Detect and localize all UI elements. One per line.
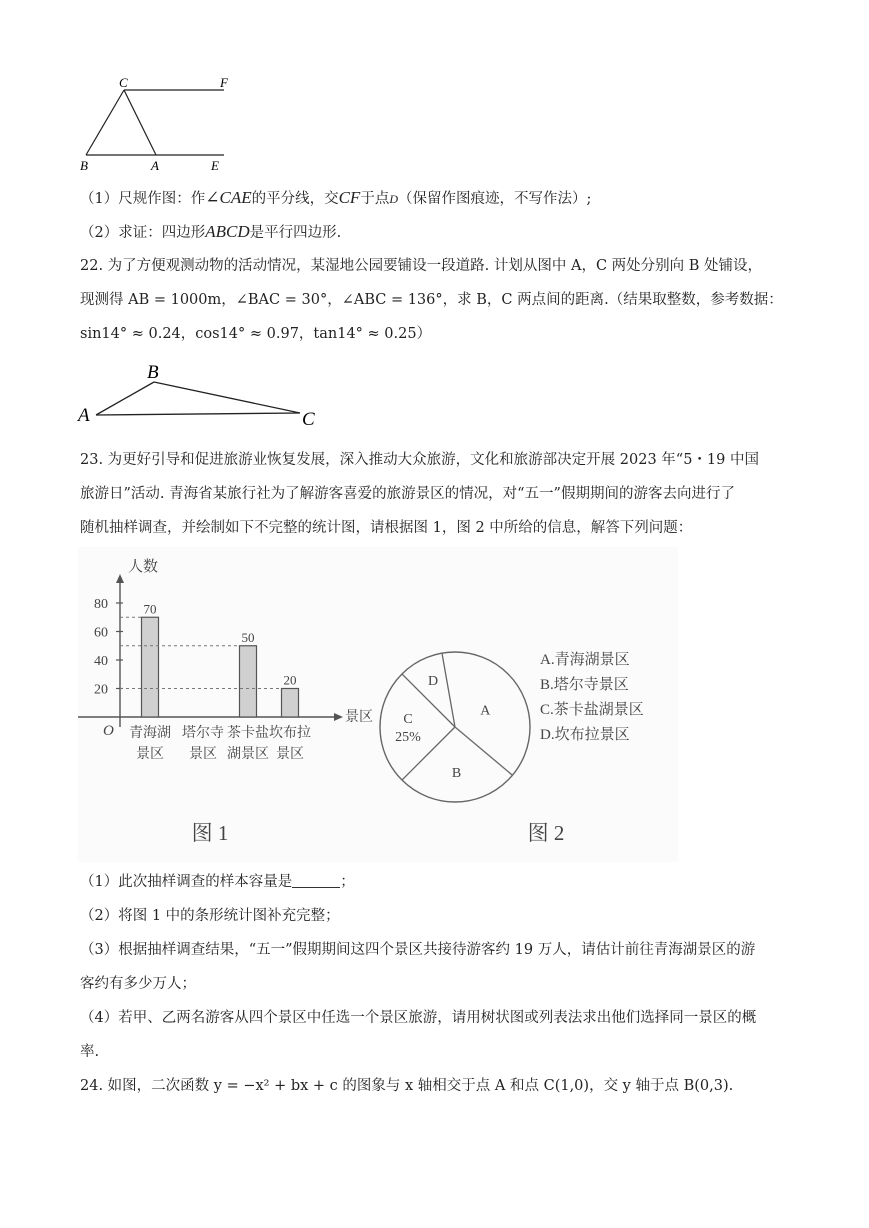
point-label-c: C <box>302 409 315 430</box>
q23-line2: 旅游日”活动. 青海省某旅行社为了解游客喜爱的旅游景区的情况，对“五一”假期期间的游客去向进行了 <box>80 486 735 502</box>
answer-blank <box>292 873 340 888</box>
pie-slice-label: D <box>427 673 439 689</box>
category-label: 坎布拉 <box>269 726 311 741</box>
bar <box>240 646 257 717</box>
y-axis-arrow <box>116 574 124 583</box>
category-label: 青海湖 <box>129 726 171 741</box>
point-label-c: C <box>119 75 128 90</box>
q23-sub4-line1: （4）若甲、乙两名游客从四个景区中任选一个景区旅游，请用树状图或列表法求出他们选择同一景区的概 <box>80 1010 757 1026</box>
bar <box>282 689 299 718</box>
triangle-abc-figure <box>74 358 334 433</box>
x-axis-label: 景区 <box>345 710 373 725</box>
category-label: 景区 <box>136 747 164 762</box>
y-tick-label: 60 <box>94 625 108 641</box>
pie-chart <box>378 547 678 862</box>
q24-line: 24. 如图，二次函数 y = −x² + bx + c 的图象与 x 轴相交于点 A 和点 C(1,0)，交 y 轴于点 B(0,3). <box>80 1078 734 1094</box>
point-label-b: B <box>147 362 159 383</box>
point-label-e: E <box>211 158 219 173</box>
category-label: 湖景区 <box>227 747 269 762</box>
segment-cb <box>86 90 124 155</box>
point-label-b: B <box>80 158 88 173</box>
q23-sub3-line2: 客约有多少万人； <box>80 976 196 992</box>
bar <box>142 617 159 717</box>
q22-line3: sin14° ≈ 0.24，cos14° ≈ 0.97，tan14° ≈ 0.25） <box>80 326 432 342</box>
category-label: 茶卡盐 <box>227 726 269 741</box>
point-label-a: A <box>151 158 159 173</box>
point-label-f: F <box>220 75 228 90</box>
origin-label: O <box>103 723 114 739</box>
x-axis-arrow <box>334 713 343 721</box>
legend-entry: B.塔尔寺景区 <box>540 677 629 693</box>
segment-ca <box>124 90 156 155</box>
y-axis-label: 人数 <box>128 559 159 575</box>
q22-line1: 22. 为了方便观测动物的活动情况，某湿地公园要铺设一段道路. 计划从图中 A，C 两处分别向 B 处铺设， <box>80 258 763 274</box>
y-tick-label: 80 <box>94 597 108 612</box>
pie-slice-label: C <box>403 712 413 727</box>
bar-value-label: 50 <box>241 629 255 645</box>
parallelogram-figure <box>74 70 244 176</box>
bar-chart <box>78 547 378 862</box>
y-tick-label: 40 <box>94 654 108 669</box>
legend-entry: C.茶卡盐湖景区 <box>540 702 644 718</box>
q23-sub3-line1: （3）根据抽样调查结果，“五一”假期期间这四个景区共接待游客约 19 万人，请估计前往青海湖景区的游 <box>80 942 756 958</box>
q23-sub2: （2）将图 1 中的条形统计图补充完整； <box>80 908 340 924</box>
segment-ac <box>96 413 300 415</box>
pie-slice-label: A <box>480 703 491 719</box>
category-label: 塔尔寺 <box>182 726 224 741</box>
q22-line2: 现测得 AB = 1000m，∠BAC = 30°，∠ABC = 136°，求 B，C 两点间的距离.（结果取整数，参考数据： <box>80 292 783 308</box>
segment-bc <box>154 382 300 413</box>
figure-caption: 图 1 <box>191 821 229 845</box>
segment-ab <box>96 382 154 415</box>
category-label: 景区 <box>276 747 304 762</box>
figure-caption: 图 2 <box>527 821 565 845</box>
bar-value-label: 70 <box>143 601 157 617</box>
q21-part1: （1）尺规作图：作∠CAE的平分线，交CF于点D（保留作图痕迹，不写作法）; <box>80 188 592 207</box>
bar-value-label: 20 <box>283 672 297 688</box>
q21-part2: （2）求证：四边形ABCD是平行四边形. <box>80 222 342 241</box>
legend-entry: A.青海湖景区 <box>540 652 630 668</box>
pie-slice-percent: 25% <box>395 730 421 745</box>
q23-line1: 23. 为更好引导和促进旅游业恢复发展，深入推动大众旅游，文化和旅游部决定开展 2023 年“5・19 中国 <box>80 452 759 468</box>
q23-sub4-line2: 率. <box>80 1044 100 1060</box>
category-label: 景区 <box>189 747 217 762</box>
q23-sub1: （1）此次抽样调查的样本容量是 ； <box>80 874 355 890</box>
point-label-a: A <box>78 405 90 426</box>
q23-line3: 随机抽样调查，并绘制如下不完整的统计图，请根据图 1，图 2 中所给的信息，解答下列问题： <box>80 520 693 536</box>
y-tick-label: 20 <box>94 682 108 698</box>
legend-entry: D.坎布拉景区 <box>540 727 630 743</box>
pie-slice-label: B <box>451 765 462 781</box>
